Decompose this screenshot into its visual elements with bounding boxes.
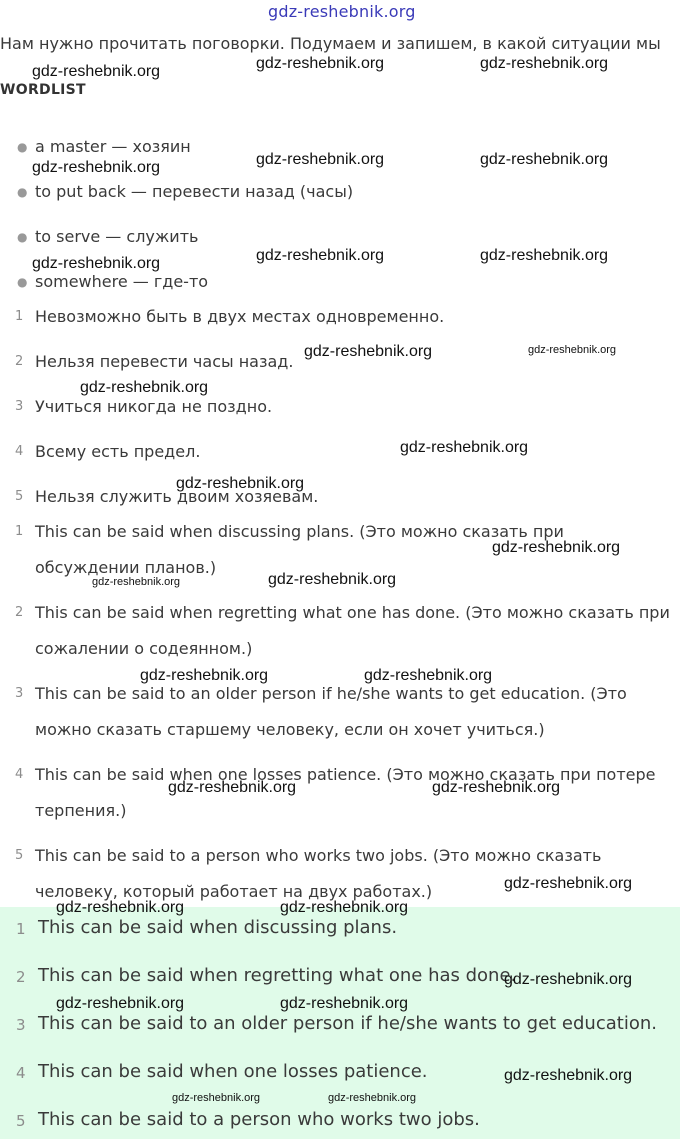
watermark: gdz-reshebnik.org — [504, 1067, 633, 1084]
list-item-number: 4 — [15, 444, 24, 459]
watermark: gdz-reshebnik.org — [364, 667, 493, 684]
bullet-icon: ● — [17, 140, 28, 154]
watermark: gdz-reshebnik.org — [168, 779, 297, 796]
list-item-number: 5 — [15, 848, 24, 863]
watermark: gdz-reshebnik.org — [504, 875, 633, 892]
wordlist-item: to serve — служить — [35, 227, 199, 246]
answer-text: This can be said when discussing plans. — [38, 917, 398, 938]
watermark: gdz-reshebnik.org — [268, 571, 397, 588]
watermark: gdz-reshebnik.org — [176, 475, 305, 492]
watermark: gdz-reshebnik.org — [304, 343, 433, 360]
watermark: gdz-reshebnik.org — [56, 995, 185, 1012]
list-item-number: 5 — [15, 489, 24, 504]
watermark: gdz-reshebnik.org — [504, 971, 633, 988]
wordlist-item: a master — хозяин — [35, 137, 191, 156]
watermark: gdz-reshebnik.org — [172, 1092, 261, 1104]
list-item-number: 5 — [16, 1112, 26, 1130]
watermark: gdz-reshebnik.org — [92, 576, 181, 588]
watermark: gdz-reshebnik.org — [80, 379, 209, 396]
watermark: gdz-reshebnik.org — [256, 151, 385, 168]
proverb-text: Нельзя перевести часы назад. — [35, 352, 294, 371]
bullet-icon: ● — [17, 230, 28, 244]
list-item-number: 3 — [15, 686, 24, 701]
explanation-text: сожалении о содеянном.) — [35, 639, 253, 658]
wordlist-heading: WORDLIST — [0, 82, 86, 98]
list-item-number: 2 — [15, 354, 24, 369]
watermark: gdz-reshebnik.org — [32, 255, 161, 272]
list-item-number: 3 — [15, 399, 24, 414]
watermark: gdz-reshebnik.org — [432, 779, 561, 796]
wordlist-item: somewhere — где-то — [35, 272, 209, 291]
list-item-number: 1 — [15, 309, 24, 324]
site-title[interactable]: gdz-reshebnik.org — [268, 2, 416, 21]
watermark: gdz-reshebnik.org — [280, 995, 409, 1012]
list-item-number: 1 — [15, 524, 24, 539]
proverb-text: Всему есть предел. — [35, 442, 201, 461]
explanation-text: человеку, который работает на двух работах.) — [35, 882, 433, 901]
list-item-number: 2 — [16, 968, 26, 986]
watermark: gdz-reshebnik.org — [492, 539, 621, 556]
explanation-text: This can be said when regretting what one has done. (Это можно сказать при — [35, 603, 670, 622]
watermark: gdz-reshebnik.org — [140, 667, 269, 684]
answer-text: This can be said when one losses patience. — [38, 1061, 428, 1082]
bullet-icon: ● — [17, 275, 28, 289]
explanation-text: терпения.) — [35, 801, 127, 820]
list-item-number: 2 — [15, 605, 24, 620]
proverb-text: Невозможно быть в двух местах одновременно. — [35, 307, 445, 326]
explanation-text: можно сказать старшему человеку, если он хочет учиться.) — [35, 720, 545, 739]
answer-text: This can be said when regretting what one has done. — [38, 965, 517, 986]
explanation-text: This can be said when one losses patience. (Это можно сказать при потере — [35, 765, 656, 784]
bullet-icon: ● — [17, 185, 28, 199]
list-item-number: 3 — [16, 1016, 26, 1034]
intro-text: Нам нужно прочитать поговорки. Подумаем и запишем, в какой ситуации мы — [0, 34, 661, 53]
watermark: gdz-reshebnik.org — [256, 247, 385, 264]
watermark: gdz-reshebnik.org — [280, 899, 409, 916]
watermark: gdz-reshebnik.org — [480, 151, 609, 168]
watermark: gdz-reshebnik.org — [400, 439, 529, 456]
answer-text: This can be said to an older person if he/she wants to get education. — [38, 1013, 657, 1034]
wordlist-item: to put back — перевести назад (часы) — [35, 182, 354, 201]
watermark: gdz-reshebnik.org — [480, 247, 609, 264]
explanation-text: This can be said to an older person if he/she wants to get education. (Это — [35, 684, 627, 703]
proverb-text: Нельзя служить двоим хозяевам. — [35, 487, 319, 506]
watermark: gdz-reshebnik.org — [480, 55, 609, 72]
proverb-text: Учиться никогда не поздно. — [35, 397, 273, 416]
answer-text: This can be said to a person who works two jobs. — [38, 1109, 480, 1130]
explanation-text: This can be said to a person who works two jobs. (Это можно сказать — [35, 846, 602, 865]
list-item-number: 4 — [16, 1064, 26, 1082]
explanation-text: This can be said when discussing plans. (Это можно сказать при — [35, 522, 564, 541]
watermark: gdz-reshebnik.org — [32, 159, 161, 176]
list-item-number: 1 — [16, 920, 26, 938]
watermark: gdz-reshebnik.org — [32, 63, 161, 80]
watermark: gdz-reshebnik.org — [328, 1092, 417, 1104]
explanation-text: обсуждении планов.) — [35, 558, 217, 577]
watermark: gdz-reshebnik.org — [56, 899, 185, 916]
watermark: gdz-reshebnik.org — [256, 55, 385, 72]
list-item-number: 4 — [15, 767, 24, 782]
watermark: gdz-reshebnik.org — [528, 344, 617, 356]
